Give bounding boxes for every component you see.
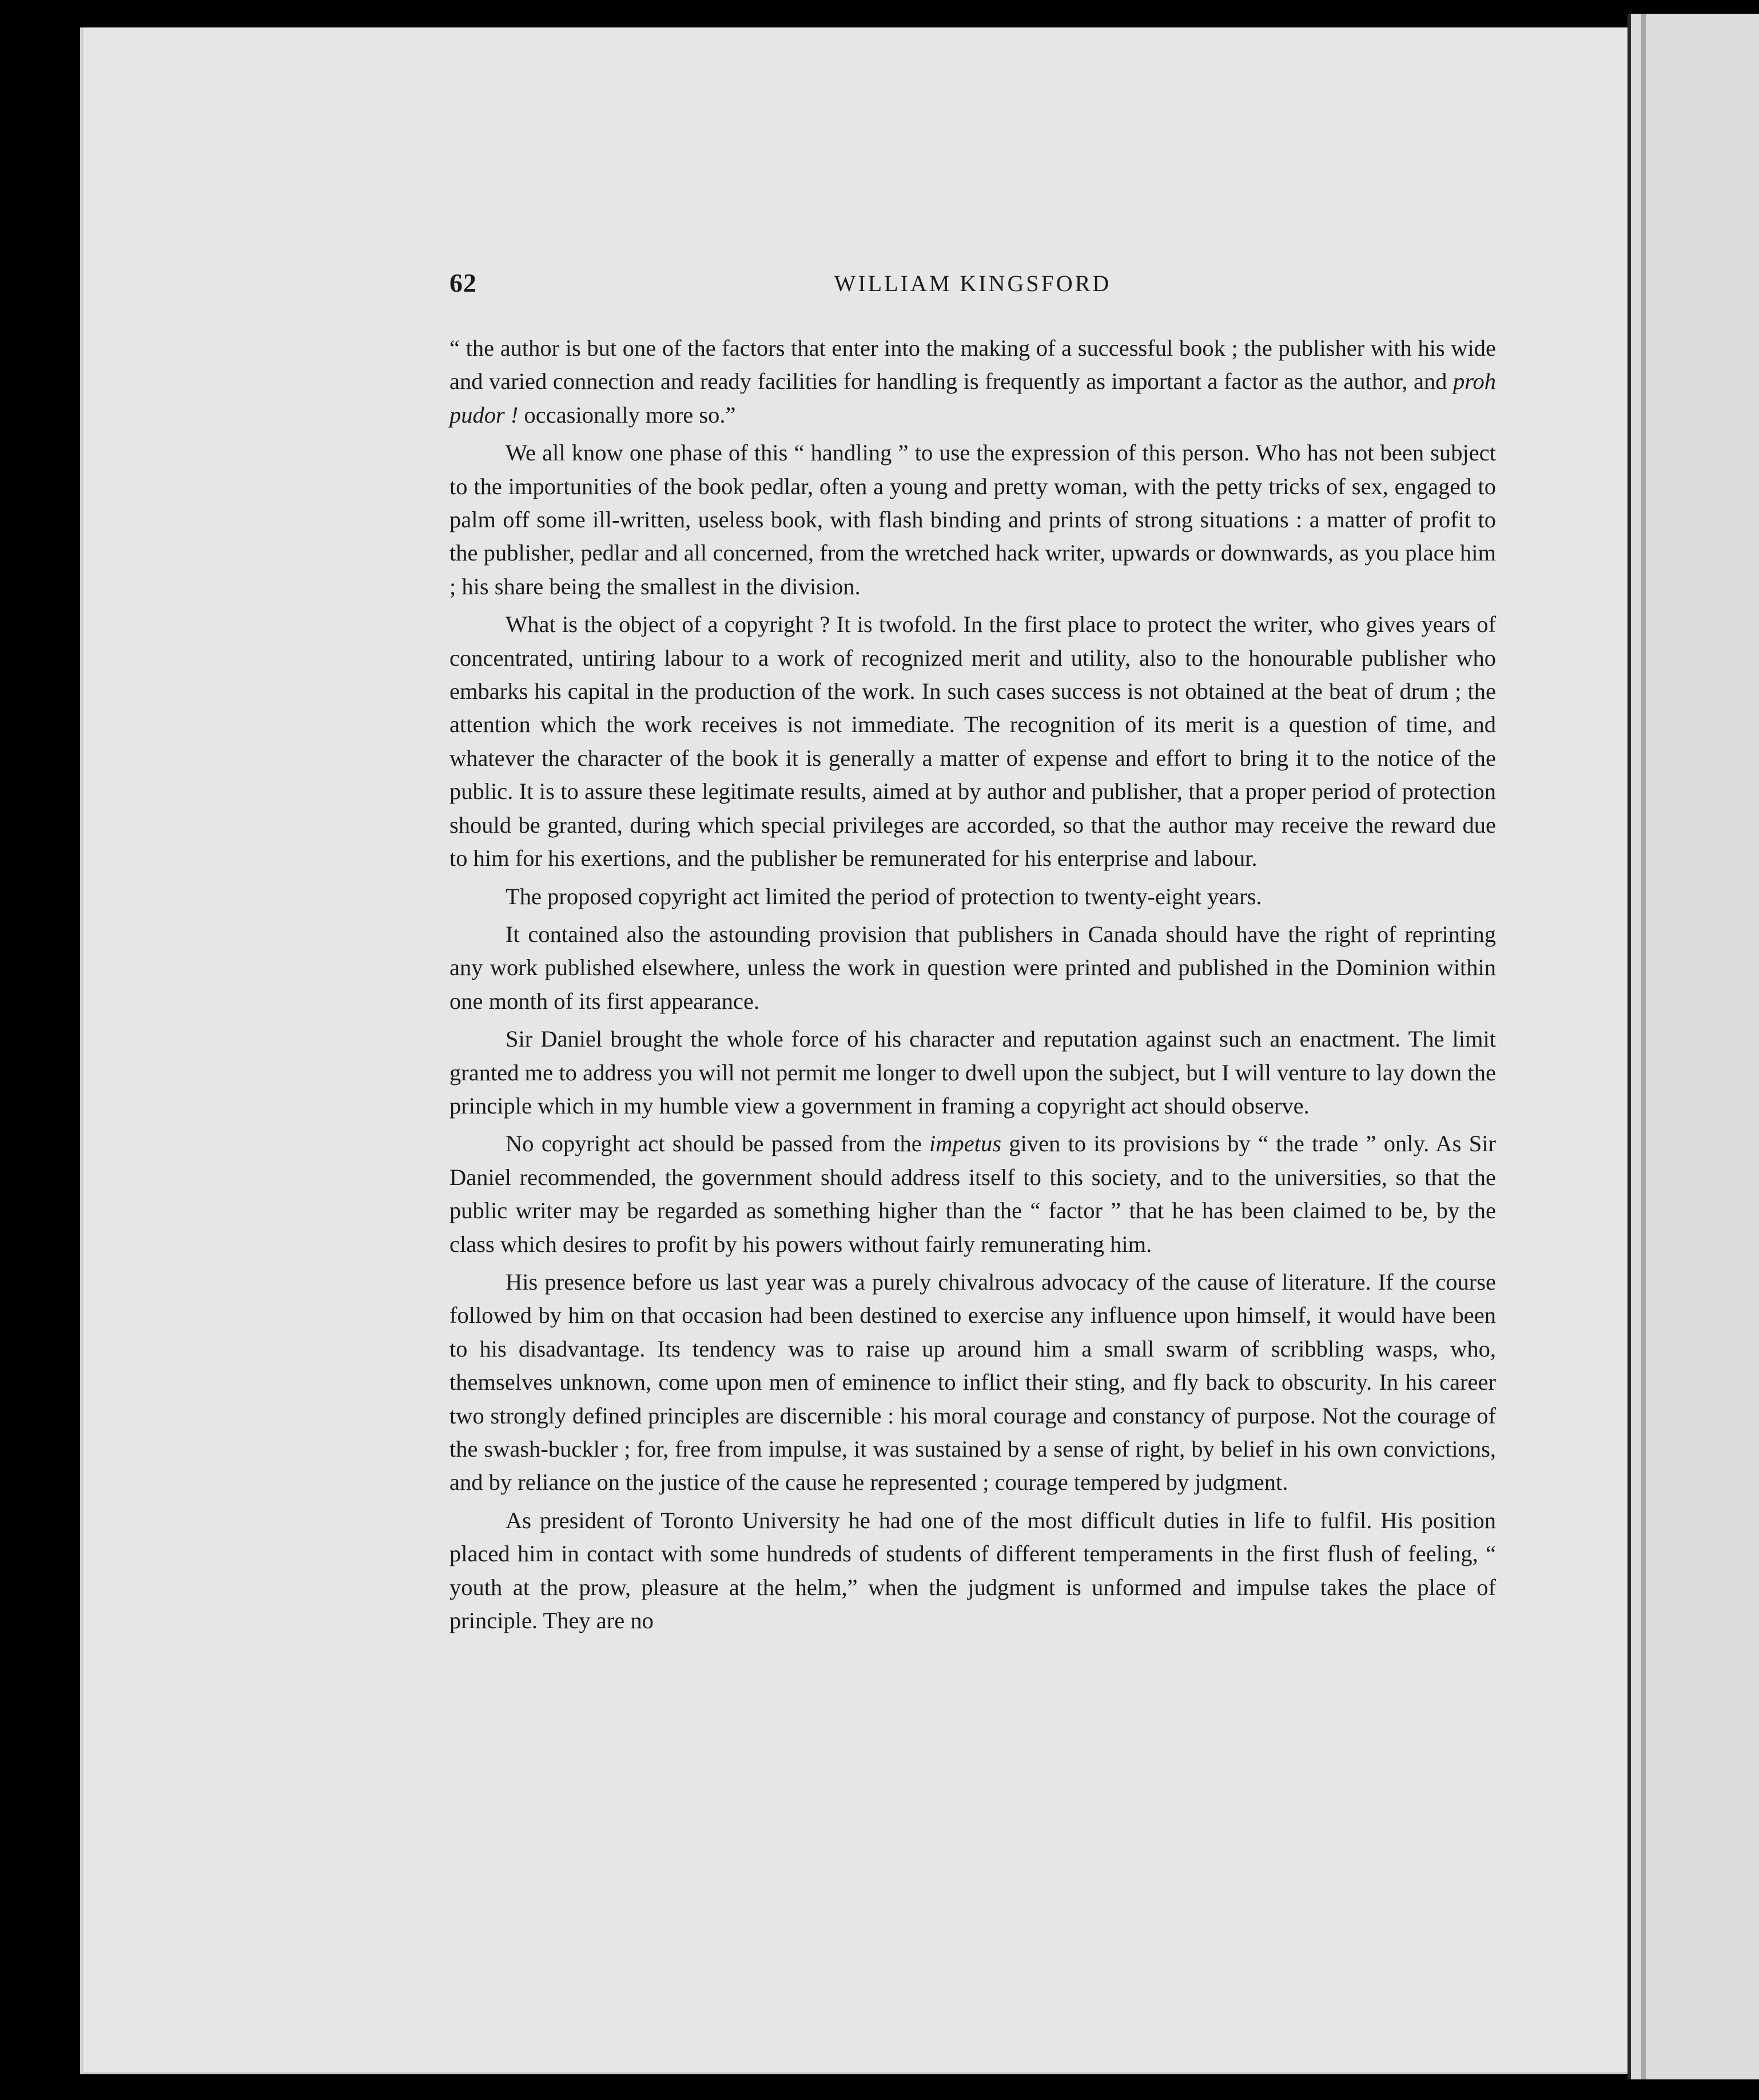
page-number: 62 [449,268,477,297]
paragraph-8: His presence before us last year was a purely chivalrous advocacy of the cause of literature. If the course followed by him on that occasion had been destined to exercise any influence upon himself, it would have been to his disadvantage. Its tendency was to raise up around him a small swarm of scribbling wasps, who, themselves unknown, come upon men of eminence to inflict their sting, and fly back to obscurity. In his career two strongly defined principles are discernible : his moral courage and constancy of purpose. Not the courage of the swash-buckler ; for, free from impulse, it was sustained by a sense of right, by belief in his own convictions, and by reliance on the justice of the cause he represented ; courage tempered by judgment. [449,1268,1496,1496]
paragraph-7: No copyright act should be passed from the impetus given to its provisions by “ the trade ” only. As Sir Daniel recommended, the government should address itself to this society, and to the universities, so that the public writer may be regarded as something higher than the “ factor ” that he has been claimed to be, by the class which desires to profit by his powers without fairly remunerating him. [449,1131,1496,1257]
page-fold [1641,14,1646,2079]
paragraph-5: It contained also the astounding provision that publishers in Canada should have the right of reprinting any work published elsewhere, unless the work in question were printed and published in the Dominion within one month of its first appearance. [449,921,1496,1014]
paragraph-1: “ the author is but one of the factors that enter into the making of a successful book ; the publisher with his wide and varied connection and ready facilities for handling is frequently as important a factor as the author, and proh pudor ! occasionally more so.” [449,335,1496,428]
adjacent-page-edge [1627,14,1759,2079]
page-content [449,268,1496,1642]
paragraph-9: As president of Toronto University he had one of the most difficult duties in life to fulfil. His position placed him in contact with some hundreds of students of different temperaments in the first flush of feeling, “ youth at the prow, pleasure at the helm,” when the judgment is unformed and impulse takes the place of principle. They are no [449,1507,1496,1634]
paragraph-4: The proposed copyright act limited the period of protection to twenty-eight years. [506,883,1262,909]
paragraph-2: We all know one phase of this “ handling ” to use the expression of this person. Who has not been subject to the importunities of the book pedlar, often a young and pretty woman, with the petty tricks of sex, engaged to palm off some ill-written, useless book, with flash binding and prints of strong situations : a matter of profit to the publisher, pedlar and all concerned, from the wretched hack writer, upwards or downwards, as you place him ; his share being the smallest in the division. [449,440,1496,599]
italic-phrase: proh pudor ! [449,368,1496,428]
italic-word: impetus [929,1131,1002,1157]
paragraph-6: Sir Daniel brought the whole force of his character and reputation against such an enactment. The limit granted me to address you will not permit me longer to dwell upon the subject, but I will venture to lay down the principle which in my humble view a government in framing a copyright act should observe. [449,1026,1496,1119]
running-head: WILLIAM KINGSFORD [834,271,1112,296]
paragraph-3: What is the object of a copyright ? It is twofold. In the first place to protect the writer, who gives years of concentrated, untiring labour to a work of recognized merit and utility, also to the honourable publisher who embarks his capital in the production of the work. In such cases success is not obtained at the beat of drum ; the attention which the work receives is not immediate. The recognition of its merit is a question of time, and whatever the character of the book it is generally a matter of expense and effort to bring it to the notice of the public. It is to assure these legitimate results, aimed at by author and publisher, that a proper period of protection should be granted, during which special privileges are accorded, so that the author may receive the reward due to him for his exertions, and the publisher be remunerated for his enterprise and labour. [449,611,1496,872]
page-header [449,268,1496,308]
book-page [80,27,1630,2074]
